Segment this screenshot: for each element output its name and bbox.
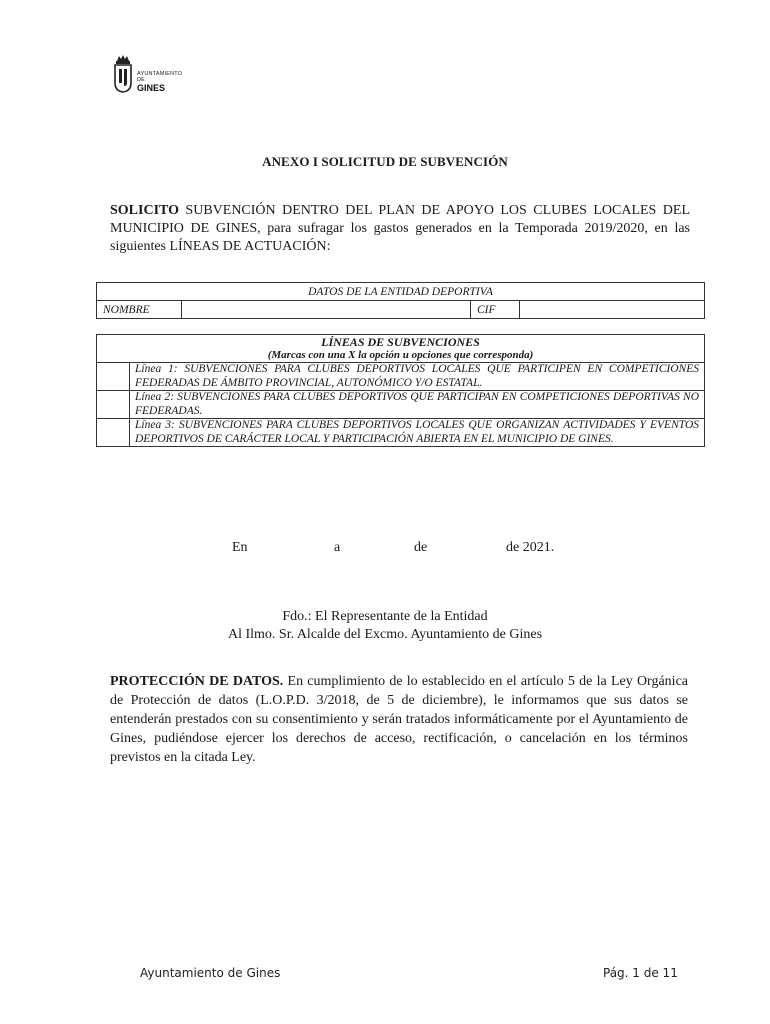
logo-text-line2: DE	[137, 77, 146, 83]
cif-label: CIF	[471, 301, 520, 319]
date-de: de	[414, 540, 428, 555]
coat-of-arms-icon	[112, 55, 134, 93]
lines-table-title: LÍNEAS DE SUBVENCIONES	[321, 335, 480, 349]
intro-text: SUBVENCIÓN DENTRO DEL PLAN DE APOYO LOS CLUBES LOCALES DEL MUNICIPIO DE GINES, para sufragar los gastos generados en la Temporada 2019/2020, en las siguientes LÍNEAS DE ACTUACIÓN:	[110, 203, 690, 254]
date-year: de 2021.	[506, 540, 555, 555]
data-protection-paragraph	[110, 672, 688, 767]
footer-organization: Ayuntamiento de Gines	[140, 966, 281, 980]
entity-data-table	[96, 282, 705, 319]
addressee-line: Al Ilmo. Sr. Alcalde del Excmo. Ayuntamiento de Gines	[227, 627, 543, 642]
cif-field[interactable]	[520, 301, 705, 319]
line-3-checkbox[interactable]	[97, 419, 130, 447]
logo-town-name: GINES	[137, 83, 166, 93]
line-3-text: Línea 3: SUBVENCIONES PARA CLUBES DEPORTIVOS LOCALES QUE ORGANIZAN ACTIVIDADES Y EVENTOS DEPORTIVOS DE CARÁCTER LOCAL Y PARTICIPACIÓN ABIERTA EN EL MUNICIPIO DE GINES.	[130, 419, 705, 447]
date-a: a	[334, 540, 341, 555]
logo-text-line1: AYUNTAMIENTO	[137, 71, 183, 77]
table-row	[97, 363, 705, 391]
footer-page-number: Pág. 1 de 11	[603, 966, 678, 980]
data-protection-lead: PROTECCIÓN DE DATOS.	[110, 674, 284, 689]
line-1-text: Línea 1: SUBVENCIONES PARA CLUBES DEPORTIVOS LOCALES QUE PARTICIPEN EN COMPETICIONES FEDERADAS DE ÁMBITO PROVINCIAL, AUTONÓMICO Y/O ESTATAL.	[130, 363, 705, 391]
entity-table-header: DATOS DE LA ENTIDAD DEPORTIVA	[97, 283, 705, 301]
intro-paragraph	[110, 202, 690, 256]
municipal-logo	[112, 55, 192, 95]
table-row	[97, 419, 705, 447]
date-en: En	[232, 540, 248, 555]
line-1-checkbox[interactable]	[97, 363, 130, 391]
intro-lead: SOLICITO	[110, 203, 179, 218]
name-field[interactable]	[182, 301, 471, 319]
line-2-checkbox[interactable]	[97, 391, 130, 419]
name-label: NOMBRE	[97, 301, 182, 319]
data-protection-text: En cumplimiento de lo establecido en el artículo 5 de la Ley Orgánica de Protección de datos (L.O.P.D. 3/2018, de 5 de diciembre), le informamos que sus datos se entenderán prestados con su consentimiento y serán tratados informáticamente por el Ayuntamiento de Gines, pudiéndose ejercer los derechos de acceso, rectificación, o cancelación en los términos previstos en la citada Ley.	[110, 674, 688, 765]
subsidy-lines-table	[96, 334, 705, 447]
line-2-text: Línea 2: SUBVENCIONES PARA CLUBES DEPORTIVOS QUE PARTICIPAN EN COMPETICIONES DEPORTIVAS NO FEDERADAS.	[130, 391, 705, 419]
document-title: ANEXO I SOLICITUD DE SUBVENCIÓN	[262, 154, 508, 169]
table-row	[97, 391, 705, 419]
signature-line: Fdo.: El Representante de la Entidad	[282, 609, 488, 624]
lines-table-header	[97, 335, 705, 363]
lines-table-instructions: (Marcas con una X la opción u opciones que corresponda)	[267, 349, 534, 361]
